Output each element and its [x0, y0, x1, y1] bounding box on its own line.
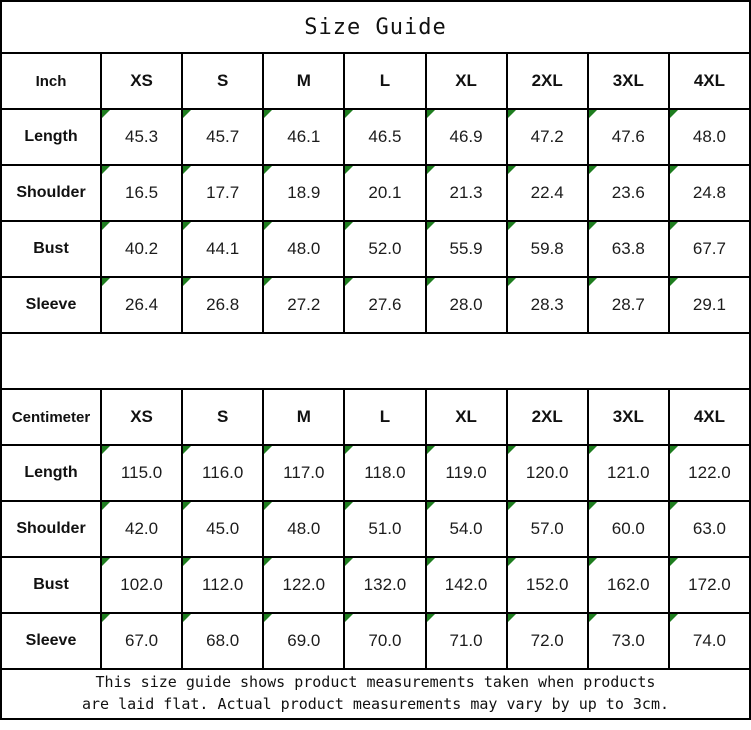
- row-label: Length: [1, 445, 101, 501]
- corner-triangle-icon: [102, 502, 110, 510]
- corner-triangle-icon: [427, 110, 435, 118]
- measurement-value: 59.8: [530, 239, 564, 258]
- corner-triangle-icon: [670, 614, 678, 622]
- measurement-cell: [101, 557, 182, 613]
- measurement-value: 55.9: [449, 239, 483, 258]
- corner-triangle-icon: [670, 110, 678, 118]
- measurement-row: [1, 221, 750, 277]
- size-column-header: L: [344, 53, 425, 109]
- corner-triangle-icon: [345, 222, 353, 230]
- measurement-value: 120.0: [525, 463, 569, 482]
- measurement-value: 121.0: [607, 463, 650, 482]
- measurement-value: 122.0: [282, 575, 326, 594]
- measurement-cell: [182, 557, 263, 613]
- measurement-value: 29.1: [692, 295, 726, 314]
- corner-triangle-icon: [264, 614, 272, 622]
- measurement-value: 71.0: [449, 631, 483, 650]
- measurement-cell: [588, 277, 669, 333]
- measurement-row: [1, 501, 750, 557]
- title-row: [1, 1, 750, 53]
- size-column-header: 4XL: [669, 53, 750, 109]
- measurement-value: 116.0: [202, 463, 244, 482]
- spacer-row: [1, 333, 750, 389]
- measurement-row: [1, 445, 750, 501]
- measurement-cell: [426, 613, 507, 669]
- measurement-value: 48.0: [287, 239, 321, 258]
- corner-triangle-icon: [102, 166, 110, 174]
- measurement-cell: [426, 221, 507, 277]
- measurement-cell: [669, 445, 750, 501]
- corner-triangle-icon: [345, 166, 353, 174]
- measurement-cell: [182, 277, 263, 333]
- measurement-value: 18.9: [287, 183, 321, 202]
- measurement-value: 48.0: [287, 519, 321, 538]
- measurement-value: 46.1: [287, 127, 321, 146]
- corner-triangle-icon: [102, 614, 110, 622]
- corner-triangle-icon: [427, 166, 435, 174]
- measurement-value: 45.7: [206, 127, 240, 146]
- corner-triangle-icon: [670, 222, 678, 230]
- corner-triangle-icon: [345, 278, 353, 286]
- unit-label: Inch: [1, 53, 101, 109]
- measurement-cell: [588, 165, 669, 221]
- measurement-cell: [344, 613, 425, 669]
- measurement-cell: [507, 221, 588, 277]
- measurement-cell: [263, 613, 344, 669]
- corner-triangle-icon: [264, 446, 272, 454]
- measurement-cell: [588, 445, 669, 501]
- measurement-value: 63.8: [611, 239, 645, 258]
- measurement-value: 21.3: [449, 183, 483, 202]
- measurement-value: 45.0: [206, 519, 240, 538]
- size-header-row: [1, 53, 750, 109]
- measurement-value: 132.0: [363, 575, 407, 594]
- corner-triangle-icon: [589, 110, 597, 118]
- corner-triangle-icon: [183, 110, 191, 118]
- measurement-cell: [426, 557, 507, 613]
- measurement-cell: [182, 109, 263, 165]
- measurement-value: 22.4: [530, 183, 564, 202]
- measurement-cell: [507, 501, 588, 557]
- corner-triangle-icon: [589, 502, 597, 510]
- measurement-cell: [182, 501, 263, 557]
- measurement-cell: [426, 277, 507, 333]
- corner-triangle-icon: [589, 558, 597, 566]
- corner-triangle-icon: [264, 558, 272, 566]
- size-column-header: 2XL: [507, 389, 588, 445]
- measurement-value: 69.0: [287, 631, 321, 650]
- footer-row: [1, 669, 750, 719]
- measurement-value: 48.0: [692, 127, 726, 146]
- measurement-cell: [263, 445, 344, 501]
- measurement-value: 26.4: [125, 295, 159, 314]
- corner-triangle-icon: [345, 446, 353, 454]
- corner-triangle-icon: [102, 558, 110, 566]
- measurement-cell: [101, 109, 182, 165]
- measurement-value: 27.6: [368, 295, 402, 314]
- size-column-header: 3XL: [588, 53, 669, 109]
- measurement-value: 68.0: [206, 631, 240, 650]
- measurement-cell: [263, 501, 344, 557]
- measurement-cell: [263, 277, 344, 333]
- measurement-cell: [344, 557, 425, 613]
- footer-note-line1: This size guide shows product measurements taken when products: [95, 673, 656, 692]
- size-column-header: 3XL: [588, 389, 669, 445]
- size-column-header: L: [344, 389, 425, 445]
- measurement-value: 52.0: [368, 239, 402, 258]
- measurement-cell: [507, 613, 588, 669]
- measurement-cell: [182, 221, 263, 277]
- measurement-value: 112.0: [202, 575, 244, 594]
- measurement-cell: [669, 109, 750, 165]
- size-header-row: [1, 389, 750, 445]
- measurement-cell: [182, 445, 263, 501]
- measurement-value: 57.0: [530, 519, 564, 538]
- measurement-value: 20.1: [368, 183, 402, 202]
- measurement-value: 118.0: [364, 463, 406, 482]
- corner-triangle-icon: [183, 558, 191, 566]
- measurement-value: 70.0: [368, 631, 402, 650]
- measurement-value: 28.3: [530, 295, 564, 314]
- corner-triangle-icon: [508, 278, 516, 286]
- measurement-cell: [426, 165, 507, 221]
- measurement-value: 24.8: [692, 183, 726, 202]
- corner-triangle-icon: [427, 278, 435, 286]
- footer-note: [1, 669, 750, 719]
- corner-triangle-icon: [264, 502, 272, 510]
- measurement-value: 47.2: [530, 127, 564, 146]
- measurement-cell: [507, 165, 588, 221]
- corner-triangle-icon: [345, 558, 353, 566]
- size-column-header: S: [182, 389, 263, 445]
- corner-triangle-icon: [264, 110, 272, 118]
- measurement-cell: [344, 221, 425, 277]
- row-label: Shoulder: [1, 501, 101, 557]
- footer-note-line2: are laid flat. Actual product measurements may vary by up to 3cm.: [82, 695, 669, 713]
- measurement-value: 67.7: [692, 239, 726, 258]
- corner-triangle-icon: [183, 502, 191, 510]
- corner-triangle-icon: [508, 502, 516, 510]
- size-column-header: XS: [101, 389, 182, 445]
- corner-triangle-icon: [183, 614, 191, 622]
- measurement-cell: [669, 557, 750, 613]
- measurement-cell: [507, 445, 588, 501]
- size-column-header: 2XL: [507, 53, 588, 109]
- size-column-header: XL: [426, 389, 507, 445]
- row-label: Bust: [1, 557, 101, 613]
- row-label: Length: [1, 109, 101, 165]
- size-column-header: XS: [101, 53, 182, 109]
- corner-triangle-icon: [102, 446, 110, 454]
- measurement-row: [1, 613, 750, 669]
- measurement-cell: [263, 165, 344, 221]
- measurement-cell: [588, 613, 669, 669]
- measurement-value: 162.0: [607, 575, 650, 594]
- size-column-header: 4XL: [669, 389, 750, 445]
- measurement-cell: [101, 613, 182, 669]
- measurement-value: 16.5: [125, 183, 159, 202]
- corner-triangle-icon: [508, 110, 516, 118]
- corner-triangle-icon: [427, 614, 435, 622]
- corner-triangle-icon: [345, 502, 353, 510]
- measurement-value: 74.0: [692, 631, 726, 650]
- measurement-cell: [101, 501, 182, 557]
- corner-triangle-icon: [670, 502, 678, 510]
- measurement-value: 60.0: [611, 519, 645, 538]
- corner-triangle-icon: [589, 614, 597, 622]
- measurement-cell: [182, 165, 263, 221]
- corner-triangle-icon: [264, 222, 272, 230]
- corner-triangle-icon: [508, 558, 516, 566]
- measurement-cell: [344, 501, 425, 557]
- measurement-value: 28.7: [611, 295, 645, 314]
- measurement-value: 17.7: [206, 183, 240, 202]
- measurement-cell: [344, 277, 425, 333]
- measurement-value: 142.0: [444, 575, 488, 594]
- corner-triangle-icon: [183, 166, 191, 174]
- corner-triangle-icon: [427, 222, 435, 230]
- corner-triangle-icon: [427, 558, 435, 566]
- measurement-cell: [101, 165, 182, 221]
- row-label: Bust: [1, 221, 101, 277]
- measurement-value: 152.0: [525, 575, 569, 594]
- corner-triangle-icon: [670, 278, 678, 286]
- measurement-cell: [263, 221, 344, 277]
- measurement-value: 27.2: [287, 295, 321, 314]
- measurement-cell: [426, 445, 507, 501]
- size-column-header: M: [263, 53, 344, 109]
- measurement-cell: [588, 109, 669, 165]
- measurement-value: 42.0: [125, 519, 159, 538]
- corner-triangle-icon: [183, 278, 191, 286]
- corner-triangle-icon: [102, 222, 110, 230]
- measurement-cell: [507, 109, 588, 165]
- measurement-value: 117.0: [283, 463, 325, 482]
- measurement-cell: [263, 557, 344, 613]
- measurement-value: 51.0: [368, 519, 402, 538]
- corner-triangle-icon: [427, 446, 435, 454]
- measurement-cell: [426, 109, 507, 165]
- corner-triangle-icon: [589, 446, 597, 454]
- measurement-value: 46.5: [368, 127, 402, 146]
- measurement-value: 28.0: [449, 295, 483, 314]
- measurement-value: 46.9: [449, 127, 483, 146]
- measurement-cell: [101, 277, 182, 333]
- measurement-value: 73.0: [611, 631, 645, 650]
- measurement-cell: [101, 221, 182, 277]
- corner-triangle-icon: [102, 110, 110, 118]
- corner-triangle-icon: [345, 614, 353, 622]
- corner-triangle-icon: [345, 110, 353, 118]
- measurement-cell: [669, 165, 750, 221]
- measurement-value: 40.2: [125, 239, 159, 258]
- measurement-value: 67.0: [125, 631, 159, 650]
- size-column-header: XL: [426, 53, 507, 109]
- measurement-cell: [426, 501, 507, 557]
- measurement-cell: [101, 445, 182, 501]
- measurement-cell: [588, 557, 669, 613]
- measurement-cell: [344, 165, 425, 221]
- measurement-row: [1, 277, 750, 333]
- measurement-value: 54.0: [449, 519, 483, 538]
- measurement-cell: [669, 501, 750, 557]
- measurement-value: 44.1: [206, 239, 240, 258]
- measurement-cell: [344, 445, 425, 501]
- corner-triangle-icon: [183, 446, 191, 454]
- corner-triangle-icon: [670, 166, 678, 174]
- measurement-cell: [507, 277, 588, 333]
- corner-triangle-icon: [589, 166, 597, 174]
- corner-triangle-icon: [508, 222, 516, 230]
- row-label: Shoulder: [1, 165, 101, 221]
- measurement-cell: [507, 557, 588, 613]
- measurement-value: 122.0: [688, 463, 731, 482]
- corner-triangle-icon: [670, 446, 678, 454]
- corner-triangle-icon: [670, 558, 678, 566]
- corner-triangle-icon: [508, 614, 516, 622]
- corner-triangle-icon: [264, 166, 272, 174]
- measurement-cell: [669, 221, 750, 277]
- measurement-value: 63.0: [692, 519, 726, 538]
- measurement-cell: [263, 109, 344, 165]
- corner-triangle-icon: [508, 166, 516, 174]
- measurement-cell: [182, 613, 263, 669]
- corner-triangle-icon: [102, 278, 110, 286]
- corner-triangle-icon: [589, 278, 597, 286]
- size-column-header: M: [263, 389, 344, 445]
- spacer-cell: [1, 333, 750, 389]
- measurement-value: 172.0: [688, 575, 731, 594]
- row-label: Sleeve: [1, 613, 101, 669]
- measurement-row: [1, 557, 750, 613]
- unit-label: Centimeter: [1, 389, 101, 445]
- measurement-cell: [669, 277, 750, 333]
- measurement-row: [1, 109, 750, 165]
- measurement-value: 45.3: [125, 127, 159, 146]
- measurement-value: 119.0: [445, 463, 487, 482]
- corner-triangle-icon: [427, 502, 435, 510]
- measurement-value: 23.6: [611, 183, 645, 202]
- size-column-header: S: [182, 53, 263, 109]
- measurement-row: [1, 165, 750, 221]
- corner-triangle-icon: [589, 222, 597, 230]
- measurement-value: 102.0: [120, 575, 163, 594]
- measurement-cell: [588, 221, 669, 277]
- corner-triangle-icon: [508, 446, 516, 454]
- measurement-cell: [344, 109, 425, 165]
- measurement-value: 115.0: [120, 463, 163, 482]
- measurement-value: 26.8: [206, 295, 240, 314]
- row-label: Sleeve: [1, 277, 101, 333]
- page-title: Size Guide: [1, 1, 750, 53]
- measurement-value: 47.6: [611, 127, 645, 146]
- corner-triangle-icon: [264, 278, 272, 286]
- measurement-value: 72.0: [530, 631, 564, 650]
- corner-triangle-icon: [183, 222, 191, 230]
- measurement-cell: [669, 613, 750, 669]
- measurement-cell: [588, 501, 669, 557]
